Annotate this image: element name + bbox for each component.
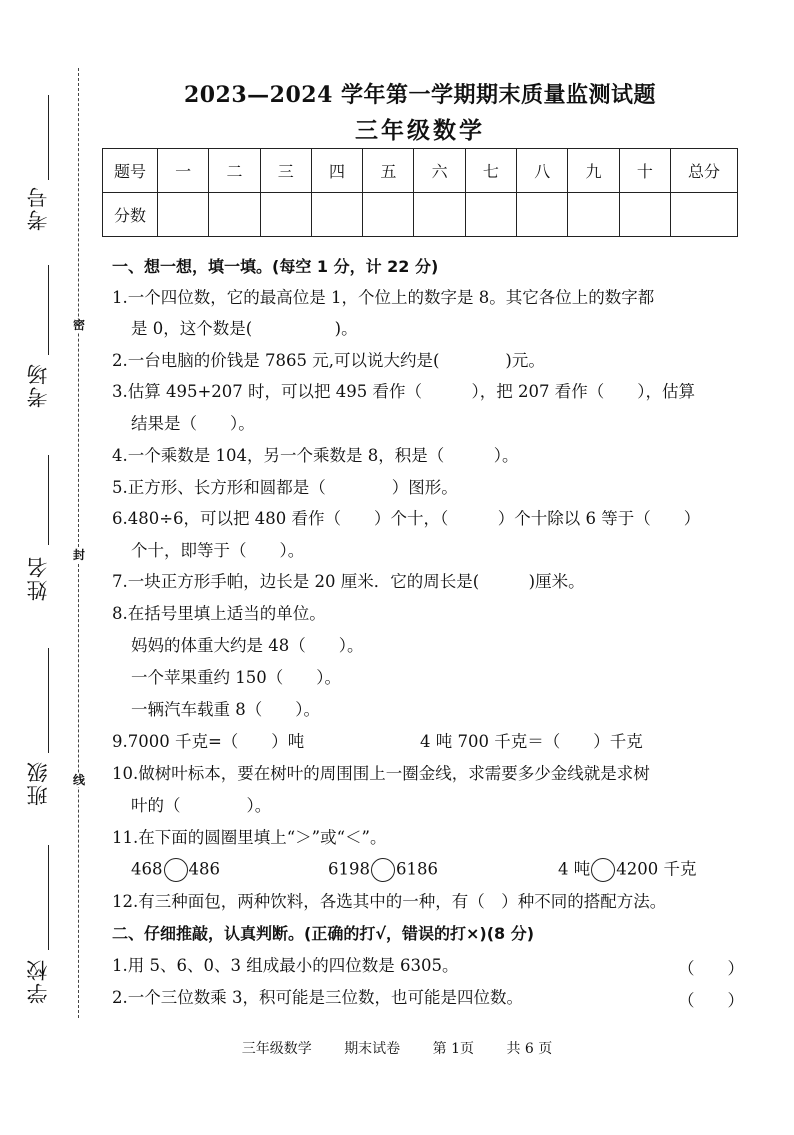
score-input-q5[interactable] (363, 193, 414, 237)
class-line (48, 648, 49, 753)
cell-q8: 八 (517, 149, 568, 193)
class-label: 班级 (26, 760, 50, 806)
cell-q3: 三 (260, 149, 311, 193)
q3-line2: 结果是（ ）。 (131, 414, 255, 433)
seal-char-xian: 线 (72, 773, 85, 787)
score-input-q2[interactable] (209, 193, 260, 237)
compare3-right: 4200 千克 (616, 859, 697, 879)
compare1-right: 486 (188, 859, 220, 879)
score-input-q1[interactable] (158, 193, 209, 237)
footer-page-number: 第 1页 (432, 1041, 474, 1057)
score-input-q9[interactable] (568, 193, 619, 237)
section2-heading: 二、仔细推敲，认真判断。(正确的打√，错误的打×)(8 分) (112, 924, 535, 943)
cell-q9: 九 (568, 149, 619, 193)
cell-question-label: 题号 (103, 149, 158, 193)
section1-heading: 一、想一想，填一填。(每空 1 分，计 22 分) (112, 257, 439, 276)
seal-char-feng: 封 (72, 548, 85, 562)
q10-line2: 叶的（ ）。 (131, 796, 272, 815)
q10-line1: 10.做树叶标本，要在树叶的周围围上一圈金线，求需要多少金线就是求树 (112, 764, 650, 783)
q11-compare-3 (558, 858, 697, 882)
q9-part2: 4 吨 700 千克＝（ ）千克 (420, 732, 643, 751)
q11-compare-1 (131, 858, 220, 882)
q6-line1: 6.480÷6，可以把 480 看作（ ）个十，（ ）个十除以 6 等于（ ） (112, 509, 701, 528)
score-input-q8[interactable] (517, 193, 568, 237)
cell-q2: 二 (209, 149, 260, 193)
compare3-circle[interactable] (591, 858, 615, 882)
compare1-circle[interactable] (164, 858, 188, 882)
q8-heading: 8.在括号里填上适当的单位。 (112, 604, 326, 623)
name-label: 姓名 (26, 555, 50, 601)
footer-exam-type: 期末试卷 (344, 1041, 401, 1057)
judge-q1: 1.用 5、6、0、3 组成最小的四位数是 6305。 (112, 956, 459, 975)
exam-room-line (48, 265, 49, 355)
score-input-q6[interactable] (414, 193, 465, 237)
footer-page-total: 共 6 页 (506, 1041, 553, 1057)
q6-line2: 个十，即等于（ ）。 (131, 541, 305, 560)
exam-title: 2023—2024 学年第一学期期末质量监测试题 (183, 82, 657, 108)
cell-score-label: 分数 (103, 193, 158, 237)
compare2-left: 6198 (328, 859, 370, 879)
cell-q1: 一 (158, 149, 209, 193)
compare2-right: 6186 (396, 859, 438, 879)
school-line (48, 845, 49, 950)
q1-line1: 1.一个四位数，它的最高位是 1，个位上的数字是 8。其它各位上的数字都 (112, 288, 655, 307)
score-input-total[interactable] (671, 193, 738, 237)
score-table-score-row (103, 193, 738, 237)
score-input-q3[interactable] (260, 193, 311, 237)
q8-item3: 一辆汽车载重 8（ ）。 (131, 700, 320, 719)
school-label: 学校 (26, 958, 50, 1004)
cell-q6: 六 (414, 149, 465, 193)
q11-text: 11.在下面的圆圈里填上“＞”或“＜”。 (112, 828, 387, 847)
q11-compare-2 (328, 858, 438, 882)
score-input-q4[interactable] (311, 193, 362, 237)
cell-q5: 五 (363, 149, 414, 193)
compare2-circle[interactable] (371, 858, 395, 882)
score-table-header-row (103, 149, 738, 193)
q8-item1: 妈妈的体重大约是 48（ ）。 (131, 636, 364, 655)
cell-q10: 十 (619, 149, 670, 193)
cell-q7: 七 (465, 149, 516, 193)
exam-number-label: 考号 (26, 185, 50, 231)
seal-char-mi: 密 (72, 318, 85, 332)
exam-subtitle: 三年级数学 (355, 117, 485, 144)
judge-q2: 2.一个三位数乘 3，积可能是三位数，也可能是四位数。 (112, 988, 523, 1007)
footer-subject: 三年级数学 (241, 1041, 312, 1057)
compare1-left: 468 (131, 859, 163, 879)
compare3-left: 4 吨 (558, 859, 591, 879)
score-table (102, 148, 738, 237)
exam-number-line (48, 95, 49, 180)
q8-item2: 一个苹果重约 150（ ）。 (131, 668, 341, 687)
q3-line1: 3.估算 495+207 时，可以把 495 看作（ ），把 207 看作（ ），估算 (112, 382, 696, 401)
judge-q2-answer-bracket[interactable]: （ ） (678, 991, 744, 1010)
cell-total-label: 总分 (671, 149, 738, 193)
page-footer (0, 1038, 794, 1058)
score-input-q10[interactable] (619, 193, 670, 237)
q4: 4.一个乘数是 104，另一个乘数是 8，积是（ ）。 (112, 446, 519, 465)
exam-room-label: 考场 (26, 362, 50, 408)
score-input-q7[interactable] (465, 193, 516, 237)
binding-dashed-line (78, 68, 79, 1018)
q7: 7.一块正方形手帕，边长是 20 厘米．它的周长是( )厘米。 (112, 572, 585, 591)
q2: 2.一台电脑的价钱是 7865 元,可以说大约是( )元。 (112, 351, 545, 370)
q9-part1: 9.7000 千克=（ ）吨 (112, 732, 305, 751)
q5: 5.正方形、长方形和圆都是（ ）图形。 (112, 478, 458, 497)
cell-q4: 四 (311, 149, 362, 193)
q12: 12.有三种面包，两种饮料，各选其中的一种，有（ ）种不同的搭配方法。 (112, 892, 667, 911)
judge-q1-answer-bracket[interactable]: （ ） (678, 959, 744, 978)
q1-line2: 是 0，这个数是( )。 (131, 319, 358, 338)
name-line (48, 455, 49, 545)
